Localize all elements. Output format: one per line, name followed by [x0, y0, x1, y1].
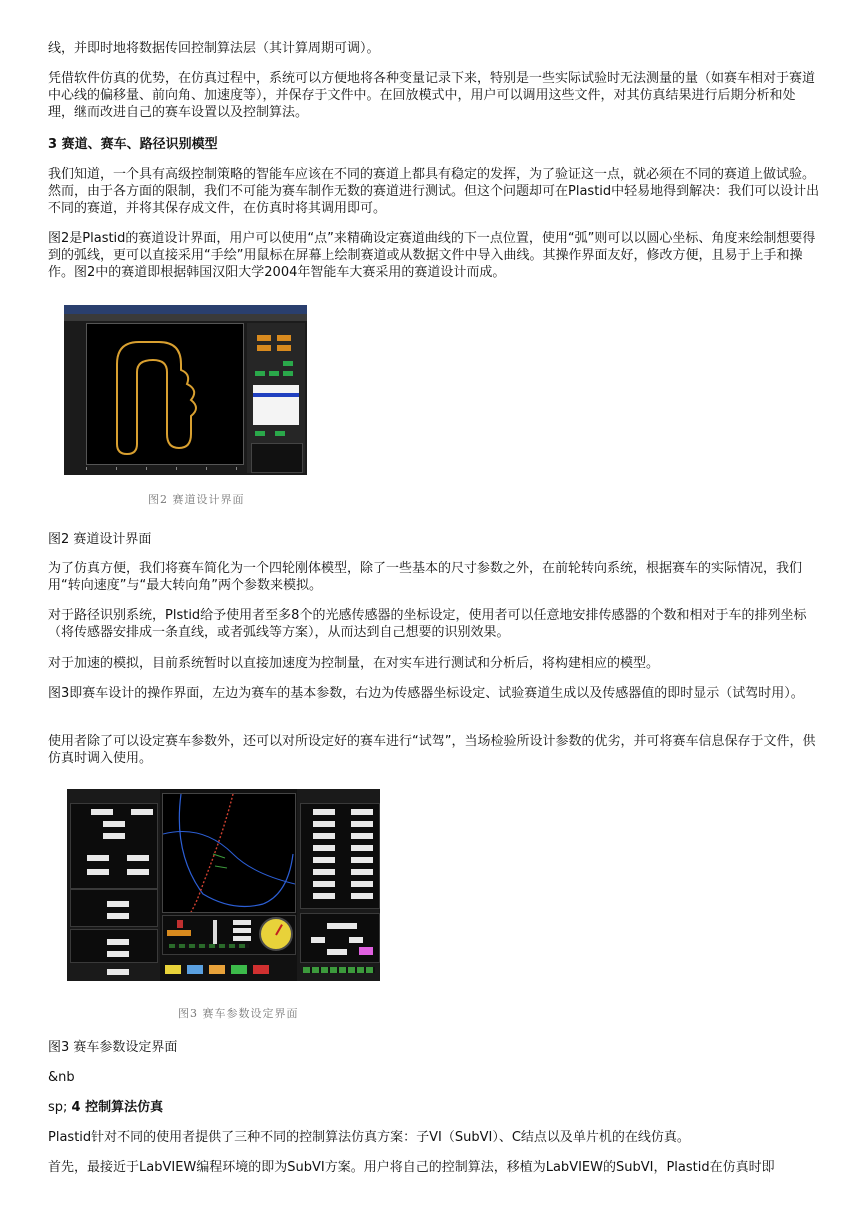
green-toggle-3[interactable] — [269, 371, 279, 376]
sensor-coordinate-panel — [297, 789, 380, 981]
figure-3-image-caption: 图3 赛车参数设定界面 — [178, 1007, 299, 1020]
paragraph-subvi-scheme: 首先，最接近于LabVIEW编程环境的即为SubVI方案。用户将自己的控制算法，移植为LabVIEW的SubVI，Plastid在仿真时即 — [48, 1160, 775, 1175]
section-heading-4-text: 4 控制算法仿真 — [71, 1100, 164, 1115]
paragraph-figure3-description: 图3即赛车设计的操作界面，左边为赛车的基本参数，右边为传感器坐标设定、试验赛道生成以及传感器值的即时显示（试驾时用）。 — [48, 686, 804, 701]
section-heading-3: 3 赛道、赛车、路径识别模型 — [48, 137, 218, 152]
import-button[interactable] — [277, 345, 291, 351]
paragraph-track-design: 我们知道，一个具有高级控制策略的智能车应该在不同的赛道上都具有稳定的发挥，为了验证这一点，就必须在不同的赛道上做试验。然而，由于各方面的限制，我们不可能为赛车制作无数的赛道进行测试。但这个问题却可在Plastid中轻易地得到解决：我们可以设计出不同的赛道，并将其保存成文件，在仿真时将其调用即可。 — [48, 167, 820, 216]
paragraph-acceleration: 对于加速的模拟，目前系统暂时以直接加速度为控制量，在对实车进行测试和分析后，将构建相应的模型。 — [48, 656, 660, 671]
figure-2-image-caption: 图2 赛道设计界面 — [148, 493, 245, 506]
paragraph-test-drive: 使用者除了可以设定赛车参数外，还可以对所设定好的赛车进行“试驾”，当场检验所设计参数的优劣，并可将赛车信息保存于文件，供仿真时调入使用。 — [48, 734, 816, 766]
paragraph-car-model: 为了仿真方便，我们将赛车简化为一个四轮刚体模型，除了一些基本的尺寸参数之外，在前轮转向系统，根据赛车的实际情况，我们用“转向速度”与“最大转向角”两个参数来模拟。 — [48, 561, 803, 593]
test-drive-button[interactable] — [209, 965, 225, 974]
green-toggle-1[interactable] — [283, 361, 293, 366]
pause-button[interactable] — [187, 965, 203, 974]
coordinate-box — [251, 443, 303, 473]
save-button[interactable] — [255, 431, 265, 436]
stray-entity-fragment: &nb — [48, 1070, 75, 1085]
save-car-button[interactable] — [231, 965, 247, 974]
track-curve — [87, 324, 243, 464]
track-control-panel — [247, 323, 305, 473]
figure-3-caption: 图3 赛车参数设定界面 — [48, 1040, 178, 1055]
green-toggle-4[interactable] — [283, 371, 293, 376]
section-heading-4 — [48, 1099, 820, 1116]
speed-gauge — [259, 917, 293, 951]
exit-button[interactable] — [275, 431, 285, 436]
heading-prefix-fragment: sp; — [48, 1100, 72, 1115]
green-toggle-2[interactable] — [255, 371, 265, 376]
paragraph-sensor-system: 对于路径识别系统，Plstid给予使用者至多8个的光感传感器的坐标设定，使用者可以任意地安排传感器的个数和相对于车的排列坐标（将传感器安排成一条直线，或者弧线等方案），从而达到自己想要的识别效果。 — [48, 608, 807, 640]
track-plot-area — [86, 323, 244, 465]
paragraph-figure2-description: 图2是Plastid的赛道设计界面，用户可以使用“点”来精确设定赛道曲线的下一点位置，使用“弧”则可以以圆心坐标、角度来绘制想要得到的弧线，更可以直接采用“手绘”用鼠标在屏幕上绘制赛道或从数据文件中导入曲线。其操作界面友好，修改方便，且易于上手和操作。图2中的赛道即根据韩国汉阳大学2004年智能车大赛采用的赛道设计而成。 — [48, 231, 816, 280]
car-plot-area — [162, 793, 296, 913]
figure-2-caption: 图2 赛道设计界面 — [48, 532, 152, 547]
hand-draw-button[interactable] — [257, 345, 271, 351]
point-list[interactable] — [253, 385, 299, 425]
paragraph-simulation-schemes: Plastid针对不同的使用者提供了三种不同的控制算法仿真方案：子VI（SubVI）、C结点以及单片机的在线仿真。 — [48, 1130, 690, 1145]
paragraph-simulation-advantage: 凭借软件仿真的优势，在仿真过程中，系统可以方便地将各种变量记录下来，特别是一些实际试验时无法测量的量（如赛车相对于赛道中心线的偏移量、前向角、加速度等），并保存于文件中。在回放模式中，用户可以调用这些文件，对其仿真结果进行后期分析和处理，继而改进自己的赛车设置以及控制算法。 — [48, 71, 816, 120]
paragraph-continuation: 线，并即时地将数据传回控制算法层（其计算周期可调）。 — [48, 41, 380, 56]
car-track-plot — [163, 794, 295, 912]
figure-3-car-parameter-screenshot — [67, 789, 380, 981]
window-title-bar — [64, 305, 307, 314]
basic-parameter-panel — [67, 789, 160, 981]
x-axis-ticks — [66, 465, 246, 473]
point-button[interactable] — [257, 335, 271, 341]
start-button[interactable] — [165, 965, 181, 974]
figure-2-track-design-screenshot — [64, 305, 307, 475]
window-menu-bar — [64, 314, 307, 321]
exit-car-button[interactable] — [253, 965, 269, 974]
arc-button[interactable] — [277, 335, 291, 341]
